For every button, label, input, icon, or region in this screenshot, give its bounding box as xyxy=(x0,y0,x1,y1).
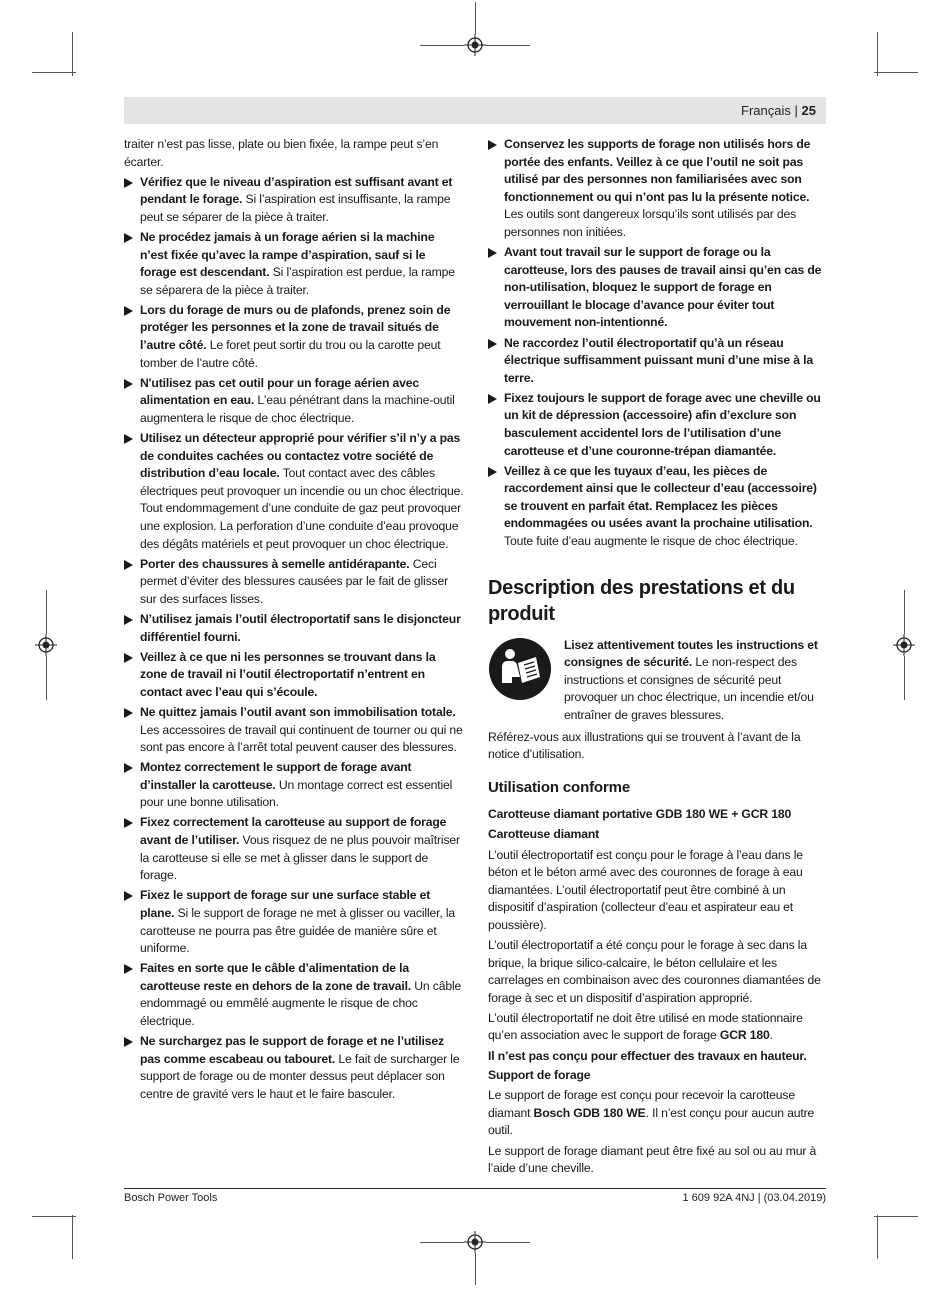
safety-list-right xyxy=(488,136,826,551)
safety-item-text: Toute fuite d’eau augmente le risque de choc électrique. xyxy=(504,534,798,549)
safety-item-bold: Avant tout travail sur le support de forage ou la carotteuse, lors des pauses de travail ainsi qu’en cas de non-utilisation, bloquez le support de forage en verrouillant le blocage d’avance pour éviter tout mouvement non-intentionné. xyxy=(504,245,822,330)
triangle-bullet-icon xyxy=(124,434,133,444)
safety-item xyxy=(124,759,464,812)
safety-list-left xyxy=(124,174,464,1104)
registration-mark-icon xyxy=(893,634,915,656)
safety-item xyxy=(124,430,464,553)
model-name: GCR 180 xyxy=(719,1028,770,1043)
safety-item xyxy=(488,390,826,460)
footer-brand: Bosch Power Tools xyxy=(124,1192,218,1204)
crop-mark xyxy=(874,72,918,73)
safety-item xyxy=(124,174,464,227)
safety-item xyxy=(124,887,464,957)
safety-item-text: Tout contact avec des câbles électriques peut provoquer un incendie ou un choc électrique. Tout endommagement d’une conduite de gaz peut provoquer une explosion. La perforation d’une conduite d’eau provoque des dégâts matériels et peut provoquer un choc électrique. xyxy=(140,466,464,551)
crop-mark xyxy=(486,1242,530,1243)
triangle-bullet-icon xyxy=(124,178,133,188)
triangle-bullet-icon xyxy=(124,653,133,663)
triangle-bullet-icon xyxy=(124,615,133,625)
safety-item-bold: Veillez à ce que les tuyaux d’eau, les pièces de raccordement ainsi que le collecteur d’eau (accessoire) se trouvent en parfait état. Remplacez les pièces endommagées ou usées avant la prochaine utilisation. xyxy=(504,463,817,531)
safety-item-text: Les accessoires de travail qui continuent de tourner ou qui ne sont pas encore à l’arrêt total peuvent causer des blessures. xyxy=(140,722,463,755)
triangle-bullet-icon xyxy=(124,379,133,389)
carotteuse-paragraph-4: Il n’est pas conçu pour effectuer des travaux en hauteur. xyxy=(488,1048,807,1063)
page-header xyxy=(741,103,816,118)
triangle-bullet-icon xyxy=(124,891,133,901)
crop-mark xyxy=(32,72,76,73)
safety-item xyxy=(124,611,464,646)
header-separator: | xyxy=(794,103,798,118)
safety-item-bold: Ne procédez jamais à un forage aérien si la machine n’est fixée qu’avec la rampe d’aspiration, sauf si le forage est descendant. xyxy=(140,229,435,280)
safety-item-text: Le foret peut sortir du trou ou la carotte peut tomber de l’autre côté. xyxy=(140,338,441,370)
safety-item-text: Si l’aspiration est insuffisante, la rampe peut se séparer de la pièce à traiter. xyxy=(140,192,451,224)
crop-mark xyxy=(420,1242,464,1243)
safety-item xyxy=(124,649,464,702)
safety-item-bold: Faites en sorte que le câble d’alimentation de la carotteuse reste en dehors de la zone de travail. xyxy=(140,961,412,993)
triangle-bullet-icon xyxy=(124,1037,133,1047)
section-title: Description des prestations et du produit xyxy=(488,576,795,625)
right-column xyxy=(488,136,826,1180)
crop-mark xyxy=(72,32,73,76)
safety-item-bold: N'utilisez pas cet outil pour un forage aérien avec alimentation en eau. xyxy=(140,375,420,408)
safety-item xyxy=(124,960,464,1030)
triangle-bullet-icon xyxy=(488,394,497,404)
triangle-bullet-icon xyxy=(124,964,133,974)
safety-item-bold: Veillez à ce que ni les personnes se trouvant dans la zone de travail ni l’outil électroportatif n’entrent en contact avec l’eau qui s’écoule. xyxy=(140,649,436,699)
safety-item xyxy=(488,335,826,388)
triangle-bullet-icon xyxy=(124,818,133,828)
safety-item-bold: Ne raccordez l’outil électroportatif qu’à un réseau électrique suffisamment puissant muni d’une mise à la terre. xyxy=(504,335,814,385)
safety-item xyxy=(124,302,464,372)
safety-item-bold: N’utilisez jamais l’outil électroportatif sans le disjoncteur différentiel fourni. xyxy=(140,611,461,644)
crop-mark xyxy=(475,1253,476,1285)
subsection-title: Utilisation conforme xyxy=(488,778,631,796)
safety-item xyxy=(488,136,826,242)
registration-mark-icon xyxy=(464,34,486,56)
safety-item xyxy=(124,556,464,609)
crop-mark xyxy=(46,590,47,634)
crop-mark xyxy=(904,656,905,700)
carotteuse-title: Carotteuse diamant xyxy=(488,827,600,842)
crop-mark xyxy=(72,1215,73,1259)
crop-mark xyxy=(475,2,476,34)
manual-notice-text xyxy=(564,637,826,725)
safety-item-bold: Vérifiez que le niveau d’aspiration est suffisant avant et pendant le forage. xyxy=(140,174,453,207)
safety-item-bold: Fixez toujours le support de forage avec une cheville ou un kit de dépression (accessoire) afin d’exclure son basculement accidentel lors de l’utilisation d’une carotteuse et d’une couronne-trépan diamantée. xyxy=(504,390,821,458)
crop-mark xyxy=(32,1216,76,1217)
crop-mark xyxy=(904,590,905,634)
text-run: Le support de forage est conçu pour recevoir la carotteuse diamant xyxy=(488,1088,796,1120)
safety-item-text: Les outils sont dangereux lorsqu’ils sont utilisés par des personnes non initiées. xyxy=(504,207,797,239)
carotteuse-paragraph-2: L’outil électroportatif a été conçu pour le forage à sec dans la brique, la brique silico-calcaire, le béton cellulaire et les carrelages en combinaison avec des couronnes diamantées de forage à sec et un dispositif d’aspiration approprié. xyxy=(488,937,821,1005)
triangle-bullet-icon xyxy=(488,339,497,349)
manual-notice-body: Le non-respect des instructions et consignes de sécurité peut provoquer un choc électrique, un incendie et/ou entraîner de graves blessures. xyxy=(564,655,814,723)
crop-mark xyxy=(874,1216,918,1217)
safety-item xyxy=(488,463,826,551)
triangle-bullet-icon xyxy=(488,140,497,150)
refer-paragraph: Référez-vous aux illustrations qui se trouvent à l’avant de la notice d’utilisation. xyxy=(488,729,801,762)
footer-reference: 1 609 92A 4NJ | (03.04.2019) xyxy=(682,1192,826,1204)
footer-rule xyxy=(124,1188,826,1189)
text-run: . xyxy=(769,1028,773,1043)
intro-paragraph: traiter n’est pas lisse, plate ou bien fixée, la rampe peut s’en écarter. xyxy=(124,137,439,169)
safety-item-text: Le fait de surcharger le support de forage ou de monter dessus peut déplacer son centre de gravité vers le haut et le faire basculer. xyxy=(140,1051,460,1101)
text-run: L’outil électroportatif ne doit être utilisé en mode stationnaire qu’en association avec le support de forage xyxy=(488,1010,803,1043)
safety-item-text: Si l’aspiration est perdue, la rampe se séparera de la pièce à traiter. xyxy=(140,265,455,297)
left-column xyxy=(124,136,464,1106)
page-number: 25 xyxy=(801,103,816,118)
safety-item xyxy=(124,375,464,428)
safety-item-bold: Utilisez un détecteur approprié pour vérifier s’il n’y a pas de conduites cachées ou contactez votre société de distribution d’eau locale. xyxy=(140,431,461,481)
manual-notice-bold: Lisez attentivement toutes les instructions et consignes de sécurité. xyxy=(564,637,818,670)
safety-item-bold: Fixez le support de forage sur une surface stable et plane. xyxy=(140,888,431,920)
triangle-bullet-icon xyxy=(124,708,133,718)
safety-item-text: Vous risquez de ne plus pouvoir maîtriser la carotteuse si elle se met à glisser dans le support de forage. xyxy=(140,833,460,883)
safety-item-text: L'eau pénétrant dans la machine-outil augmentera le risque de choc électrique. xyxy=(140,393,455,425)
product-title: Carotteuse diamant portative GDB 180 WE + GCR 180 xyxy=(488,806,792,821)
support-paragraph-2: Le support de forage diamant peut être fixé au sol ou au mur à l’aide d’une cheville. xyxy=(488,1143,817,1176)
safety-item xyxy=(124,1033,464,1103)
safety-item xyxy=(124,814,464,884)
crop-mark xyxy=(877,1215,878,1259)
support-title: Support de forage xyxy=(488,1068,591,1083)
support-paragraph-1 xyxy=(488,1087,826,1140)
triangle-bullet-icon xyxy=(488,467,497,477)
safety-item-bold: Lors du forage de murs ou de plafonds, prenez soin de protéger les personnes et la zone de travail situés de l’autre côté. xyxy=(140,302,451,353)
registration-mark-icon xyxy=(35,634,57,656)
triangle-bullet-icon xyxy=(488,248,497,258)
safety-item-bold: Porter des chaussures à semelle antidérapante. xyxy=(140,556,410,571)
triangle-bullet-icon xyxy=(124,233,133,243)
safety-item-bold: Montez correctement le support de forage avant d’installer la carotteuse. xyxy=(140,760,412,792)
safety-item xyxy=(124,229,464,299)
crop-mark xyxy=(46,656,47,700)
triangle-bullet-icon xyxy=(124,560,133,570)
safety-item-text: Si le support de forage ne met à glisser ou vaciller, la carotteuse ne pourra pas être guidée de manière sûre et uniforme. xyxy=(140,905,456,956)
triangle-bullet-icon xyxy=(124,763,133,773)
carotteuse-paragraph-1: L’outil électroportatif est conçu pour le forage à l’eau dans le béton et le béton armé avec des couronnes de forage à eau diamantées. L’outil électroportatif peut être combiné à un dispositif d’aspiration (collecteur d’eau et aspirateur eau et poussière). xyxy=(488,847,803,932)
read-manual-icon xyxy=(488,637,552,701)
triangle-bullet-icon xyxy=(124,306,133,316)
crop-mark xyxy=(486,45,530,46)
safety-item-text: Un montage correct est essentiel pour une bonne utilisation. xyxy=(140,777,453,810)
model-name: Bosch GDB 180 WE xyxy=(533,1105,646,1120)
header-band xyxy=(124,97,826,124)
carotteuse-paragraph-3 xyxy=(488,1010,826,1045)
safety-item-bold: Ne surchargez pas le support de forage et ne l’utilisez pas comme escabeau ou tabouret. xyxy=(140,1034,444,1066)
safety-item-bold: Ne quittez jamais l’outil avant son immobilisation totale. xyxy=(140,704,456,719)
crop-mark xyxy=(877,32,878,76)
header-section: Français xyxy=(741,103,791,118)
safety-item-text: Un câble endommagé ou emmêlé augmente le risque de choc électrique. xyxy=(140,978,462,1028)
safety-item xyxy=(124,704,464,757)
crop-mark xyxy=(420,45,464,46)
safety-item-bold: Conservez les supports de forage non utilisés hors de portée des enfants. Veillez à ce que l’outil ne soit pas utilisé par des personnes non familiarisées avec son fonctionnement ou qui n’ont pas lu la présente notice. xyxy=(504,137,811,204)
manual-notice xyxy=(488,637,826,725)
safety-item xyxy=(488,244,826,332)
text-run: . Il n’est conçu pour aucun autre outil. xyxy=(488,1105,815,1138)
registration-mark-icon xyxy=(464,1231,486,1253)
safety-item-text: Ceci permet d’éviter des blessures causées par le fait de glisser sur des surfaces lisses. xyxy=(140,556,449,606)
safety-item-bold: Fixez correctement la carotteuse au support de forage avant de l’utiliser. xyxy=(140,815,447,848)
